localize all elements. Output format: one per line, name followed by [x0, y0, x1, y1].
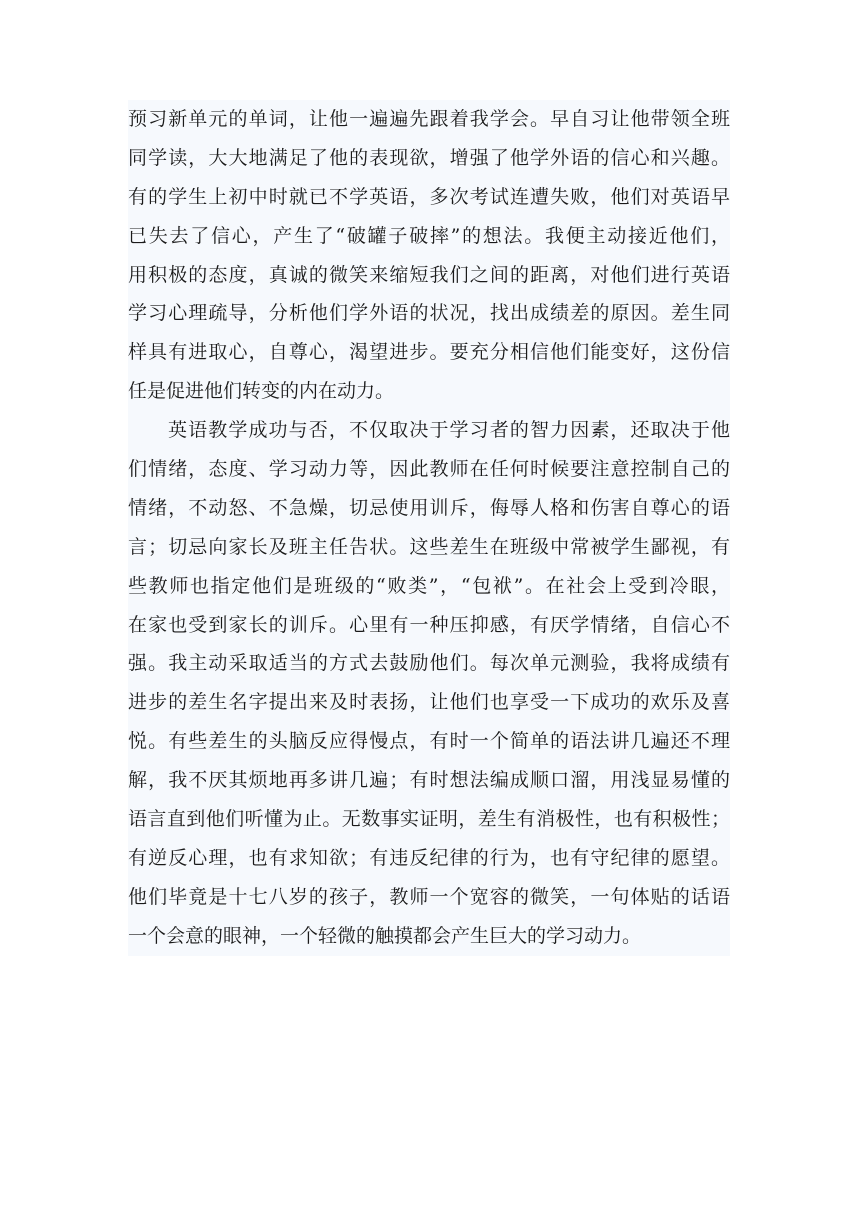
text-line: 预习新单元的单词，让他一遍遍先跟着我学会。早自习让他带领全班: [128, 108, 730, 130]
text-line: 一个会意的眼神，一个轻微的触摸都会产生巨大的学习动力。: [128, 924, 642, 947]
text-line: 强。我主动采取适当的方式去鼓励他们。每次单元测验，我将成绩有: [128, 652, 730, 675]
text-line: 解，我不厌其烦地再多讲几遍；有时想法编成顺口溜，用浅显易懂的: [128, 769, 730, 792]
text-line: 有逆反心理，也有求知欲；有违反纪律的行为，也有守纪律的愿望。: [128, 846, 730, 869]
text-line: 们情绪，态度、学习动力等，因此教师在任何时候要注意控制自己的: [128, 458, 730, 481]
paragraph-2: [128, 411, 730, 955]
text-line: 语言直到他们听懂为止。无数事实证明，差生有消极性，也有积极性；: [128, 808, 730, 831]
body-text: [128, 100, 730, 956]
text-line: 英语教学成功与否，不仅取决于学习者的智力因素，还取决于他: [168, 419, 730, 442]
text-line: 学习心理疏导，分析他们学外语的状况，找出成绩差的原因。差生同: [128, 302, 730, 325]
text-line: 他们毕竟是十七八岁的孩子，教师一个宽容的微笑，一句体贴的话语: [128, 885, 730, 908]
text-line: 同学读，大大地满足了他的表现欲，增强了他学外语的信心和兴趣。: [128, 146, 730, 169]
text-line: 悦。有些差生的头脑反应得慢点，有时一个简单的语法讲几遍还不理: [128, 730, 730, 753]
text-line: 用积极的态度，真诚的微笑来缩短我们之间的距离，对他们进行英语: [128, 263, 730, 286]
text-line: 在家也受到家长的训斥。心里有一种压抑感，有厌学情绪，自信心不: [128, 613, 730, 636]
text-line: 样具有进取心，自尊心，渴望进步。要充分相信他们能变好，这份信: [128, 341, 730, 364]
paragraph-1: [128, 100, 730, 411]
text-line: 任是促进他们转变的内在动力。: [128, 380, 395, 403]
text-line: 有的学生上初中时就已不学英语，多次考试连遭失败，他们对英语早: [128, 185, 730, 208]
text-line: 进步的差生名字提出来及时表扬，让他们也享受一下成功的欢乐及喜: [128, 691, 730, 714]
text-line: 已失去了信心，产生了“破罐子破摔”的想法。我便主动接近他们，: [128, 224, 730, 247]
text-line: 言；切忌向家长及班主任告状。这些差生在班级中常被学生鄙视，有: [128, 535, 730, 558]
text-line: 些教师也指定他们是班级的“败类”，“包袱”。在社会上受到冷眼，: [128, 574, 730, 597]
text-line: 情绪，不动怒、不急燥，切忌使用训斥，侮辱人格和伤害自尊心的语: [128, 496, 730, 519]
